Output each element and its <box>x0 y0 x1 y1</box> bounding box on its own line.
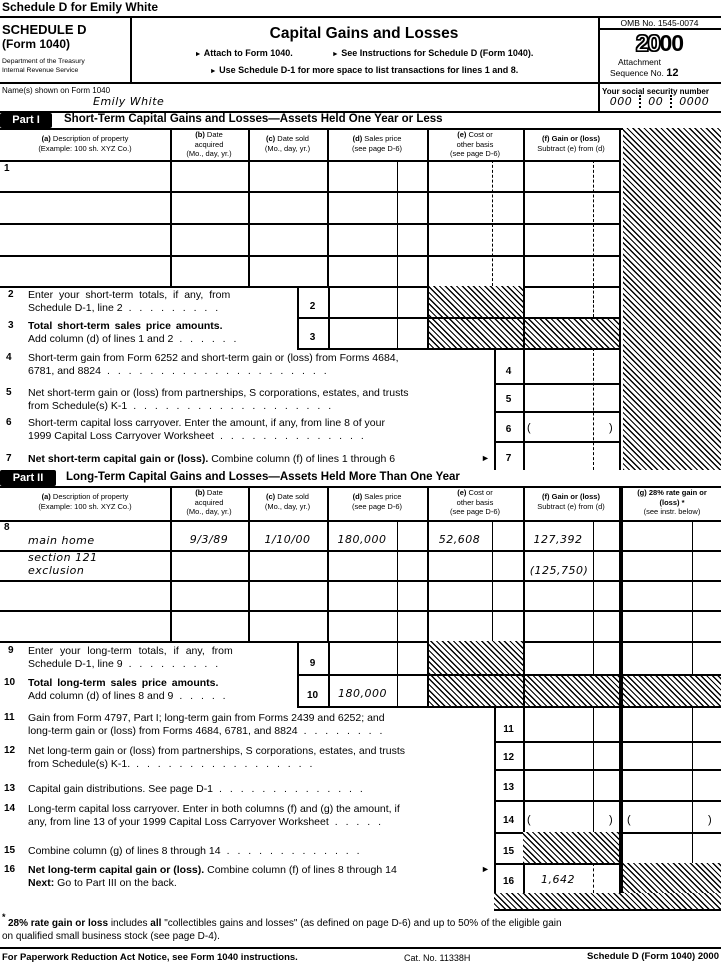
line6-text2 <box>28 430 364 443</box>
line11-amount-cell[interactable] <box>523 706 619 741</box>
see-instructions-note: See Instructions for Schedule D (Form 1040). <box>341 48 534 58</box>
dot-leader: . . . . . . . . <box>303 725 383 737</box>
form-main-title: Capital Gains and Losses <box>269 25 459 42</box>
col-sub: (Mo., day, yr.) <box>186 149 232 158</box>
col-header-c <box>248 134 327 153</box>
cents-divider <box>593 641 594 674</box>
line12-text: Net long-term gain or (loss) from partnerships, S corporations, estates, and trusts <box>28 745 405 757</box>
col-header-d <box>327 134 427 153</box>
dot-leader: . . . . . . . . . . . . . . . . . . . <box>133 400 332 412</box>
rule <box>0 610 721 612</box>
paren-close: ) <box>609 814 613 826</box>
line12-number: 12 <box>4 745 16 756</box>
row8b-description-line2[interactable]: exclusion <box>28 564 85 577</box>
cents-divider <box>692 641 693 674</box>
col-sub: (Mo., day, yr.) <box>186 507 232 516</box>
line2-text2-body: Schedule D-1, line 2 <box>28 302 123 314</box>
line6-amount-cell[interactable] <box>523 411 619 441</box>
dot-leader: . . . . . . . . . . . . . . <box>219 430 364 442</box>
form-1040-label: (Form 1040) <box>2 37 71 51</box>
dot-leader: . . . . . . . . . . . . . . . . . . . . . <box>107 365 327 377</box>
schedule-d1-note-line <box>130 65 598 75</box>
line15-box-number: 15 <box>502 846 515 857</box>
col-title2: (loss) <box>659 497 680 507</box>
line4-text: Short-term gain from Form 6252 and short-term gain or (loss) from Forms 4684, <box>28 352 399 364</box>
col-sub: (Example: 100 sh. XYZ Co.) <box>38 501 132 511</box>
dot-leader: . . . . . . . . . . . . . . . . . <box>136 758 313 770</box>
dot-leader: . . . . . . <box>179 333 237 345</box>
line13-text-body: Capital gain distributions. See page D-1 <box>28 783 214 795</box>
col-title: Gain or (loss) <box>551 134 600 143</box>
schedule-d1-note: Use Schedule D-1 for more space to list transactions for lines 1 and 8. <box>219 65 519 75</box>
line8-number: 8 <box>4 522 10 533</box>
hatch-block <box>623 128 721 470</box>
line13-box-number: 13 <box>502 782 515 793</box>
footer-cat-number: Cat. No. 11338H <box>404 953 471 963</box>
sequence-label <box>610 67 679 79</box>
col-letter: (b) <box>195 130 205 139</box>
line15-amount-cell[interactable] <box>623 832 721 863</box>
line15-text-body: Combine column (g) of lines 8 through 14 <box>28 845 221 857</box>
year-badge <box>598 30 721 57</box>
line7-box-number: 7 <box>505 453 512 464</box>
line9-number: 9 <box>8 645 14 656</box>
col-header-g <box>623 488 721 517</box>
row8b-description-line1[interactable]: section 121 <box>28 551 98 564</box>
line10-value[interactable]: 180,000 <box>338 687 387 700</box>
col-title2: acquired <box>194 497 224 507</box>
col-header-b <box>170 130 248 159</box>
line13-number: 13 <box>4 783 16 794</box>
dot-leader: . . . . . <box>334 816 382 828</box>
line14-text2 <box>28 816 381 829</box>
line14-amount-cell-g[interactable] <box>623 800 721 832</box>
col-title: 28% rate gain or <box>648 488 707 497</box>
line7-number: 7 <box>6 453 12 464</box>
col-sub: (see page D-6) <box>449 507 501 516</box>
col-letter: (b) <box>195 488 205 497</box>
line5-box-number: 5 <box>505 394 512 405</box>
line16-next-rest: Go to Part III on the back. <box>54 877 177 889</box>
hatch-cell <box>623 863 721 893</box>
footnote-text1: includes <box>108 918 151 929</box>
hatch-cell <box>623 674 721 706</box>
rule <box>0 223 619 225</box>
line9-box-number: 9 <box>309 658 316 669</box>
line14-text2-body: any, from line 13 of your 1999 Capital Loss Carryover Worksheet <box>28 816 329 828</box>
line12-amount-cell[interactable] <box>523 741 619 769</box>
line16-rest: Combine column (f) of lines 8 through 14 <box>204 864 397 876</box>
part1-title: Short-Term Capital Gains and Losses—Assets Held One Year or Less <box>64 113 443 125</box>
col-title: Cost or <box>468 130 493 139</box>
ssn-part3: 0000 <box>670 95 716 108</box>
footnote-line2: on qualified small business stock (see page D-4). <box>2 931 220 942</box>
col-letter: (c) <box>266 134 276 143</box>
line16-text <box>28 864 397 877</box>
line15-number: 15 <box>4 845 16 856</box>
line6-text: Short-term capital loss carryover. Enter the amount, if any, from line 8 of your <box>28 417 385 429</box>
line16-next-bold: Next: <box>28 877 55 889</box>
line4-text2 <box>28 365 327 378</box>
col-letter: (g) <box>637 488 647 497</box>
year-solid: 00 <box>659 30 684 56</box>
col-title: Date <box>206 488 223 497</box>
line14-text: Long-term capital loss carryover. Enter in both columns (f) and (g) the amount, if <box>28 803 400 815</box>
asterisk-mark: * <box>681 497 685 507</box>
line3-text2 <box>28 333 236 346</box>
line16-box-number: 16 <box>502 876 515 887</box>
rule <box>0 160 619 162</box>
col-sub: (Mo., day, yr.) <box>264 501 311 511</box>
dot-leader: . . . . . <box>179 690 226 702</box>
line5-text: Net short-term gain or (loss) from partnerships, S corporations, estates, and trusts <box>28 387 409 399</box>
col-sub: Subtract (e) from (d) <box>537 501 605 511</box>
line7-text <box>28 453 395 466</box>
row8b-loss[interactable]: (125,750) <box>529 564 589 577</box>
col-letter: (e) <box>457 130 467 139</box>
col-title: Cost or <box>468 488 493 497</box>
dot-leader: . . . . . . . . . <box>128 302 219 314</box>
cents-divider <box>593 863 594 893</box>
col-sub: (Example: 100 sh. XYZ Co.) <box>38 143 132 153</box>
line15-text <box>28 845 360 858</box>
line11-text: Gain from Form 4797, Part I; long-term gain from Forms 2439 and 6252; and <box>28 712 385 724</box>
col-sub: (see page D-6) <box>351 143 403 153</box>
footnote-text2: "collectibles gains and losses" (as defined on page D-6) and up to 50% of the eligible gain <box>161 918 562 929</box>
line12-text2-body: from Schedule(s) K-1. <box>28 758 131 770</box>
cents-divider <box>492 160 493 286</box>
rule <box>0 550 721 552</box>
col-header-b <box>170 488 248 517</box>
col-title: Sales price <box>364 492 402 501</box>
line16-number: 16 <box>4 864 16 875</box>
col-header-d <box>327 492 427 511</box>
paren-open: ( <box>627 814 631 826</box>
line2-amount-cell[interactable] <box>328 286 397 317</box>
line5-number: 5 <box>6 387 12 398</box>
col-sub: (see instr. below) <box>643 507 701 516</box>
ssn-part1: 000 <box>609 95 633 108</box>
footnote-bold1: 28% rate gain or loss <box>8 918 109 929</box>
line4-box-number: 4 <box>505 366 512 377</box>
line11-text2 <box>28 725 382 738</box>
col-sub: (see page D-6) <box>449 149 501 158</box>
name-field-value[interactable]: Emily White <box>93 95 165 108</box>
col-title: Sales price <box>364 134 402 143</box>
footnote-line1 <box>8 917 562 930</box>
col-header-e <box>427 130 523 159</box>
part1-badge: Part I <box>0 113 52 128</box>
col-letter: (c) <box>266 492 276 501</box>
col-title2: acquired <box>194 139 224 149</box>
rule <box>0 947 721 949</box>
col-letter: (a) <box>41 134 51 143</box>
paren-open: ( <box>527 814 531 826</box>
col-title2: other basis <box>456 139 494 149</box>
col-sub: (see page D-6) <box>351 501 403 511</box>
line12-box-number: 12 <box>502 752 515 763</box>
line4-text2-body: 6781, and 8824 <box>28 365 101 377</box>
col-header-c <box>248 492 327 511</box>
col-title: Date sold <box>277 492 309 501</box>
line2-text2 <box>28 302 218 315</box>
line6-text2-body: 1999 Capital Loss Carryover Worksheet <box>28 430 214 442</box>
line7-bold: Net short-term capital gain or (loss). <box>28 453 209 465</box>
part2-badge: Part II <box>0 470 56 486</box>
line2-number: 2 <box>8 289 14 300</box>
cents-divider <box>397 160 398 286</box>
hatch-cell <box>523 674 619 706</box>
dot-leader: . . . . . . . . . . . . . . <box>219 783 363 795</box>
rule <box>297 706 721 708</box>
line10-text2 <box>28 690 226 703</box>
arrow-icon: ► <box>331 51 339 58</box>
cents-divider <box>492 520 493 641</box>
omb-number: OMB No. 1545-0074 <box>620 18 699 28</box>
line7-amount-cell[interactable] <box>523 441 619 470</box>
line2-box-number: 2 <box>309 301 316 312</box>
arrow-icon: ► <box>481 453 490 463</box>
part2-title: Long-Term Capital Gains and Losses—Assets Held More Than One Year <box>66 471 460 483</box>
footnote-asterisk: * <box>2 912 6 922</box>
cents-divider <box>593 286 594 317</box>
line5-text2-body: from Schedule(s) K-1 <box>28 400 128 412</box>
col-title: Description of property <box>52 492 129 501</box>
page-title: Schedule D for Emily White <box>2 0 159 14</box>
col-title: Description of property <box>52 134 129 143</box>
line14-box-number: 14 <box>502 815 515 826</box>
arrow-icon: ► <box>209 68 217 75</box>
line2-text: Enter your short-term totals, if any, from <box>28 289 231 301</box>
rule <box>0 580 721 582</box>
col-header-a <box>0 134 170 153</box>
rule <box>0 486 721 488</box>
schedule-d-label: SCHEDULE D <box>2 22 87 37</box>
paren-close: ) <box>708 814 712 826</box>
dot-leader: . . . . . . . . . . . . . <box>226 845 360 857</box>
line7-rest: Combine column (f) of lines 1 through 6 <box>208 453 396 465</box>
line13-amount-cell[interactable] <box>523 769 619 800</box>
rule <box>494 909 721 911</box>
line5-amount-cell[interactable] <box>523 383 619 411</box>
paren-open: ( <box>527 422 531 434</box>
ssn-value[interactable] <box>598 95 721 108</box>
arrow-icon: ► <box>194 51 202 58</box>
paren-close: ) <box>609 422 613 434</box>
line6-number: 6 <box>6 417 12 428</box>
rule <box>0 520 721 522</box>
col-sub: (Mo., day, yr.) <box>264 143 311 153</box>
col-header-f <box>523 492 619 511</box>
col-letter: (f) <box>542 492 550 501</box>
line9-text2 <box>28 658 218 671</box>
row8-date-sold[interactable]: 1/10/00 <box>264 533 311 546</box>
col-header-a <box>0 492 170 511</box>
col-letter: (d) <box>352 134 363 143</box>
year-outline: 20 <box>635 30 660 56</box>
line10-text2-body: Add column (d) of lines 8 and 9 <box>28 690 174 702</box>
line14-amount-cell-f[interactable] <box>523 800 619 832</box>
line4-amount-cell[interactable] <box>523 348 619 383</box>
footer-form-id: Schedule D (Form 1040) 2000 <box>587 951 719 962</box>
line10-text: Total long-term sales price amounts. <box>28 677 219 689</box>
line9-amount-cell[interactable] <box>328 641 397 674</box>
col-letter: (a) <box>41 492 51 501</box>
rule <box>0 191 619 193</box>
line10-box-number: 10 <box>306 690 319 701</box>
line11-box-number: 11 <box>503 724 514 735</box>
row8-gain[interactable]: 127,392 <box>533 533 583 546</box>
dept-treasury-label: Department of the Treasury <box>2 58 85 65</box>
col-sub: Subtract (e) from (d) <box>537 143 605 153</box>
line14-number: 14 <box>4 803 16 814</box>
line5-text2 <box>28 400 331 413</box>
sequence-text: Sequence No. <box>610 68 664 78</box>
col-header-f <box>523 134 619 153</box>
row8-date-acquired[interactable]: 9/3/89 <box>189 533 229 546</box>
irs-label: Internal Revenue Service <box>2 67 79 74</box>
line16-value[interactable]: 1,642 <box>541 873 575 886</box>
cents-divider <box>593 520 594 641</box>
col-header-e <box>427 488 523 517</box>
line3-text: Total short-term sales price amounts. <box>28 320 223 332</box>
line11-number: 11 <box>4 712 15 723</box>
col-letter: (d) <box>352 492 363 501</box>
cents-divider <box>692 520 693 641</box>
hatch-strip <box>494 893 721 910</box>
line16-next-note <box>28 877 177 890</box>
col-title: Date <box>206 130 223 139</box>
line3-amount-cell[interactable] <box>328 317 397 348</box>
col-title2: other basis <box>456 497 494 507</box>
line12-text2 <box>28 758 312 771</box>
cents-divider <box>397 520 398 641</box>
line3-number: 3 <box>8 320 14 331</box>
line6-box-number: 6 <box>505 424 512 435</box>
line1-number: 1 <box>4 163 10 174</box>
attach-note: Attach to Form 1040. <box>203 48 293 58</box>
line3-text2-body: Add column (d) of lines 1 and 2 <box>28 333 174 345</box>
line4-number: 4 <box>6 352 12 363</box>
row8-description[interactable]: main home <box>28 534 95 547</box>
cents-divider <box>593 160 594 286</box>
col-title: Gain or (loss) <box>551 492 600 501</box>
rule <box>0 286 619 288</box>
rule <box>0 255 619 257</box>
dot-leader: . . . . . . . . . <box>128 658 219 670</box>
name-field-label: Name(s) shown on Form 1040 <box>2 86 111 95</box>
arrow-icon: ► <box>481 864 490 874</box>
row8-sales-price[interactable]: 180,000 <box>337 533 387 546</box>
hatch-cell <box>523 317 619 348</box>
ssn-label: Your social security number <box>602 87 709 96</box>
line10-number: 10 <box>4 677 16 688</box>
attachment-label: Attachment <box>618 57 661 67</box>
line9-text2-body: Schedule D-1, line 9 <box>28 658 123 670</box>
rule <box>0 128 721 130</box>
sequence-number: 12 <box>666 67 679 79</box>
footer-paperwork-notice: For Paperwork Reduction Act Notice, see Form 1040 instructions. <box>2 952 298 963</box>
line16-bold: Net long-term capital gain or (loss). <box>28 864 205 876</box>
row8-cost-basis[interactable]: 52,608 <box>438 533 481 546</box>
line3-box-number: 3 <box>309 332 316 343</box>
line9-text: Enter your long-term totals, if any, from <box>28 645 233 657</box>
ssn-part2: 00 <box>639 95 670 108</box>
attach-instructions-line <box>130 48 598 58</box>
footnote-bold2: all <box>150 918 162 929</box>
rule <box>619 128 621 470</box>
hatch-cell <box>523 832 619 863</box>
col-letter: (f) <box>542 134 550 143</box>
line11-text2-body: long-term gain or (loss) from Forms 4684, 6781, and 8824 <box>28 725 298 737</box>
rule <box>297 674 721 676</box>
line13-text <box>28 783 363 796</box>
col-letter: (e) <box>457 488 467 497</box>
col-title: Date sold <box>277 134 309 143</box>
